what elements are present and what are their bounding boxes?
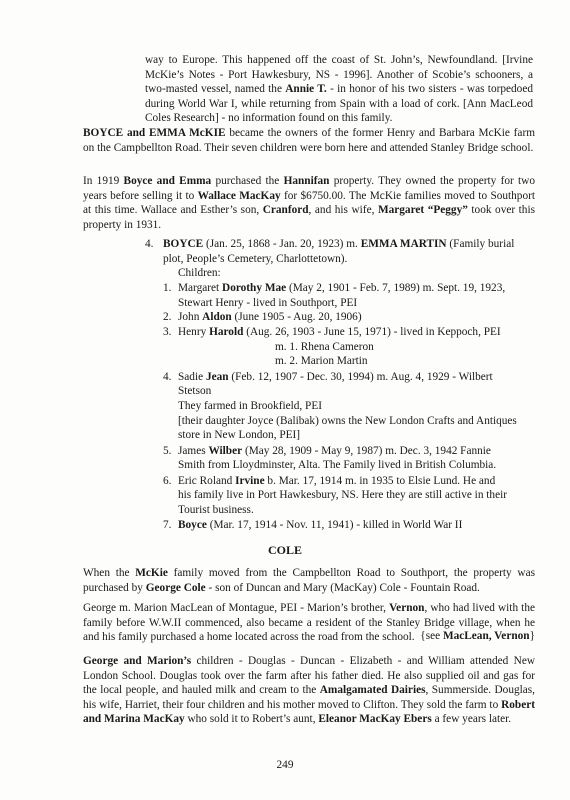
bold-name: Jean [205, 371, 229, 383]
text: {see [420, 630, 443, 642]
text: (June 1905 - Aug. 20, 1906) [231, 311, 362, 323]
child-line: Stetson [178, 385, 212, 397]
text: (Jan. 25, 1868 - Jan. 20, 1923) m. [203, 238, 361, 250]
child-number: 6. [163, 475, 172, 487]
child-line [178, 474, 495, 489]
bold-name: EMMA MARTIN [360, 238, 447, 250]
bold-name: Wallace MacKay [197, 189, 281, 202]
text: family moved from the Campbellton Road to Southport, the property was purchased by [83, 567, 535, 594]
text: property. They owned the property for two years before selling it to [83, 175, 535, 202]
bold-name: Irvine [235, 475, 265, 487]
child-line [178, 281, 505, 296]
child-number: 3. [163, 326, 172, 338]
paragraph-1919 [83, 174, 535, 232]
child-line: They farmed in Brookfield, PEI [178, 400, 322, 412]
bold-name: McKie [135, 567, 168, 579]
bold-name: Boyce [178, 519, 207, 531]
bold-name: Annie T. [285, 83, 327, 96]
marriage-line: m. 1. Rhena Cameron [275, 341, 374, 353]
paragraph-cole-children [83, 654, 535, 727]
children-label: Children: [178, 267, 221, 279]
text: (May 2, 1901 - Feb. 7, 1989) m. Sept. 19, 1923, [286, 282, 506, 294]
child-line [178, 325, 501, 340]
text: - in honor of his two sisters - was torpedoed during World War I, while returning from Spain with a load of cork. [Ann MacLeod Coles Research] - no information found on this family. [145, 83, 533, 125]
text: } [529, 630, 535, 642]
entry-number: 4. [145, 238, 154, 250]
text: John [178, 311, 203, 323]
text: (Family burial [446, 238, 515, 250]
bold-name: Harold [209, 326, 244, 338]
text: Sadie [178, 371, 206, 383]
bold-name: MacLean, Vernon [442, 630, 530, 642]
child-line: [their daughter Joyce (Balibak) owns the New London Crafts and Antiques [178, 415, 517, 427]
marriage-line: m. 2. Marion Martin [275, 355, 368, 367]
text: - son of Duncan and Mary (MacKay) Cole - Fountain Road. [205, 581, 480, 594]
text: , Summerside. Douglas, his wife, Harriet, their four children and his mother moved to Clifton. They sold the farm to [83, 684, 535, 711]
text: When the [83, 567, 136, 579]
bold-name: Boyce and Emma [123, 175, 212, 187]
text: George m. Marion MacLean of Montague, PEI - Marion’s brother, [83, 602, 390, 614]
text: (Aug. 26, 1903 - June 15, 1971) - lived in Keppoch, PEI [243, 326, 501, 338]
text: Henry [178, 326, 210, 338]
bold-name: George and Marion’s [83, 655, 192, 667]
bold-name: Dorothy Mae [222, 282, 287, 294]
child-number: 5. [163, 445, 172, 457]
text: a few years later. [431, 713, 512, 726]
text: who sold it to Robert’s aunt, [184, 713, 319, 726]
bold-name: Wilber [208, 445, 243, 457]
child-line: store in New London, PEI] [178, 429, 301, 441]
entry-line [163, 237, 514, 252]
bold-name: Hannifan [283, 175, 330, 187]
entry-line: plot, People’s Cemetery, Charlottetown). [163, 253, 348, 265]
text: way to Europe. This happened off the coast of St. John’s, Newfoundland. [Irvine McKie’s Notes - Port Hawkesbury, NS - 1996]. Another of Scobie’s schooners, a two-masted vessel, named the [145, 54, 533, 96]
page-number: 249 [276, 759, 294, 771]
text: , who had lived with the family before W.W.II commenced, also became a resident of the Stanley Bridge village, when he and his family purchased a home located across the road from the school. [83, 602, 535, 644]
child-line: his family live in Port Hawkesbury, NS. Here they are still active in their [178, 489, 507, 501]
paragraph-europe [145, 53, 533, 126]
child-line: Tourist business. [178, 504, 254, 516]
text: (May 28, 1909 - May 9, 1987) m. Dec. 3, 1942 Fannie [242, 445, 491, 457]
text: Eric Roland [178, 475, 236, 487]
paragraph-boyce-emma [83, 126, 535, 155]
child-number: 4. [163, 371, 172, 383]
child-line [178, 310, 362, 325]
text: Margaret [178, 282, 223, 294]
bold-name: Cranford [262, 204, 309, 217]
bold-name: BOYCE and EMMA McKIE [83, 127, 226, 139]
bold-name: BOYCE [163, 238, 204, 250]
child-line [178, 444, 491, 459]
bold-name: Amalgamated Dairies [319, 684, 426, 697]
child-line: Smith from Lloydminster, Alta. The Family lived in British Columbia. [178, 459, 497, 471]
text: , and his wife, [308, 204, 378, 217]
text: for $6750.00. The McKie families moved to Southport at this time. Wallace and Esther’s son, [83, 189, 536, 217]
bold-name: Vernon [389, 602, 425, 614]
paragraph-mckie-move [83, 566, 535, 595]
bold-name: George Cole [145, 581, 206, 594]
text: b. Mar. 17, 1914 m. in 1935 to Elsie Lund. He and [264, 475, 496, 487]
cross-reference [340, 629, 535, 644]
bold-name: Aldon [202, 311, 232, 323]
text: children - Douglas - Duncan - Elizabeth - and William attended New London School. Douglas took over the farm after his father died. He also supplied oil and gas for the local people, and hauled milk and cream to the [83, 655, 535, 697]
text: (Mar. 17, 1914 - Nov. 11, 1941) - killed in World War II [206, 519, 463, 531]
text: (Feb. 12, 1907 - Dec. 30, 1994) m. Aug. 4, 1929 - Wilbert [228, 371, 493, 383]
bold-name: Margaret “Peggy” [377, 204, 468, 217]
bold-name: Eleanor MacKay Ebers [318, 713, 432, 726]
child-number: 7. [163, 519, 172, 531]
child-line [178, 370, 493, 385]
child-number: 2. [163, 311, 172, 323]
bold-name: Robert and Marina MacKay [83, 698, 535, 726]
text: purchased the [211, 175, 284, 187]
text: James [178, 445, 209, 457]
child-line [178, 518, 462, 533]
child-number: 1. [163, 282, 172, 294]
text: took over this property in 1931. [83, 204, 535, 231]
text: became the owners of the former Henry and Barbara McKie farm on the Campbellton Road. Their seven children were born here and attended Stanley Bridge school. [83, 127, 535, 154]
text: In 1919 [83, 175, 124, 187]
section-heading: COLE [267, 543, 302, 557]
child-line: Stewart Henry - lived in Southport, PEI [178, 297, 358, 309]
